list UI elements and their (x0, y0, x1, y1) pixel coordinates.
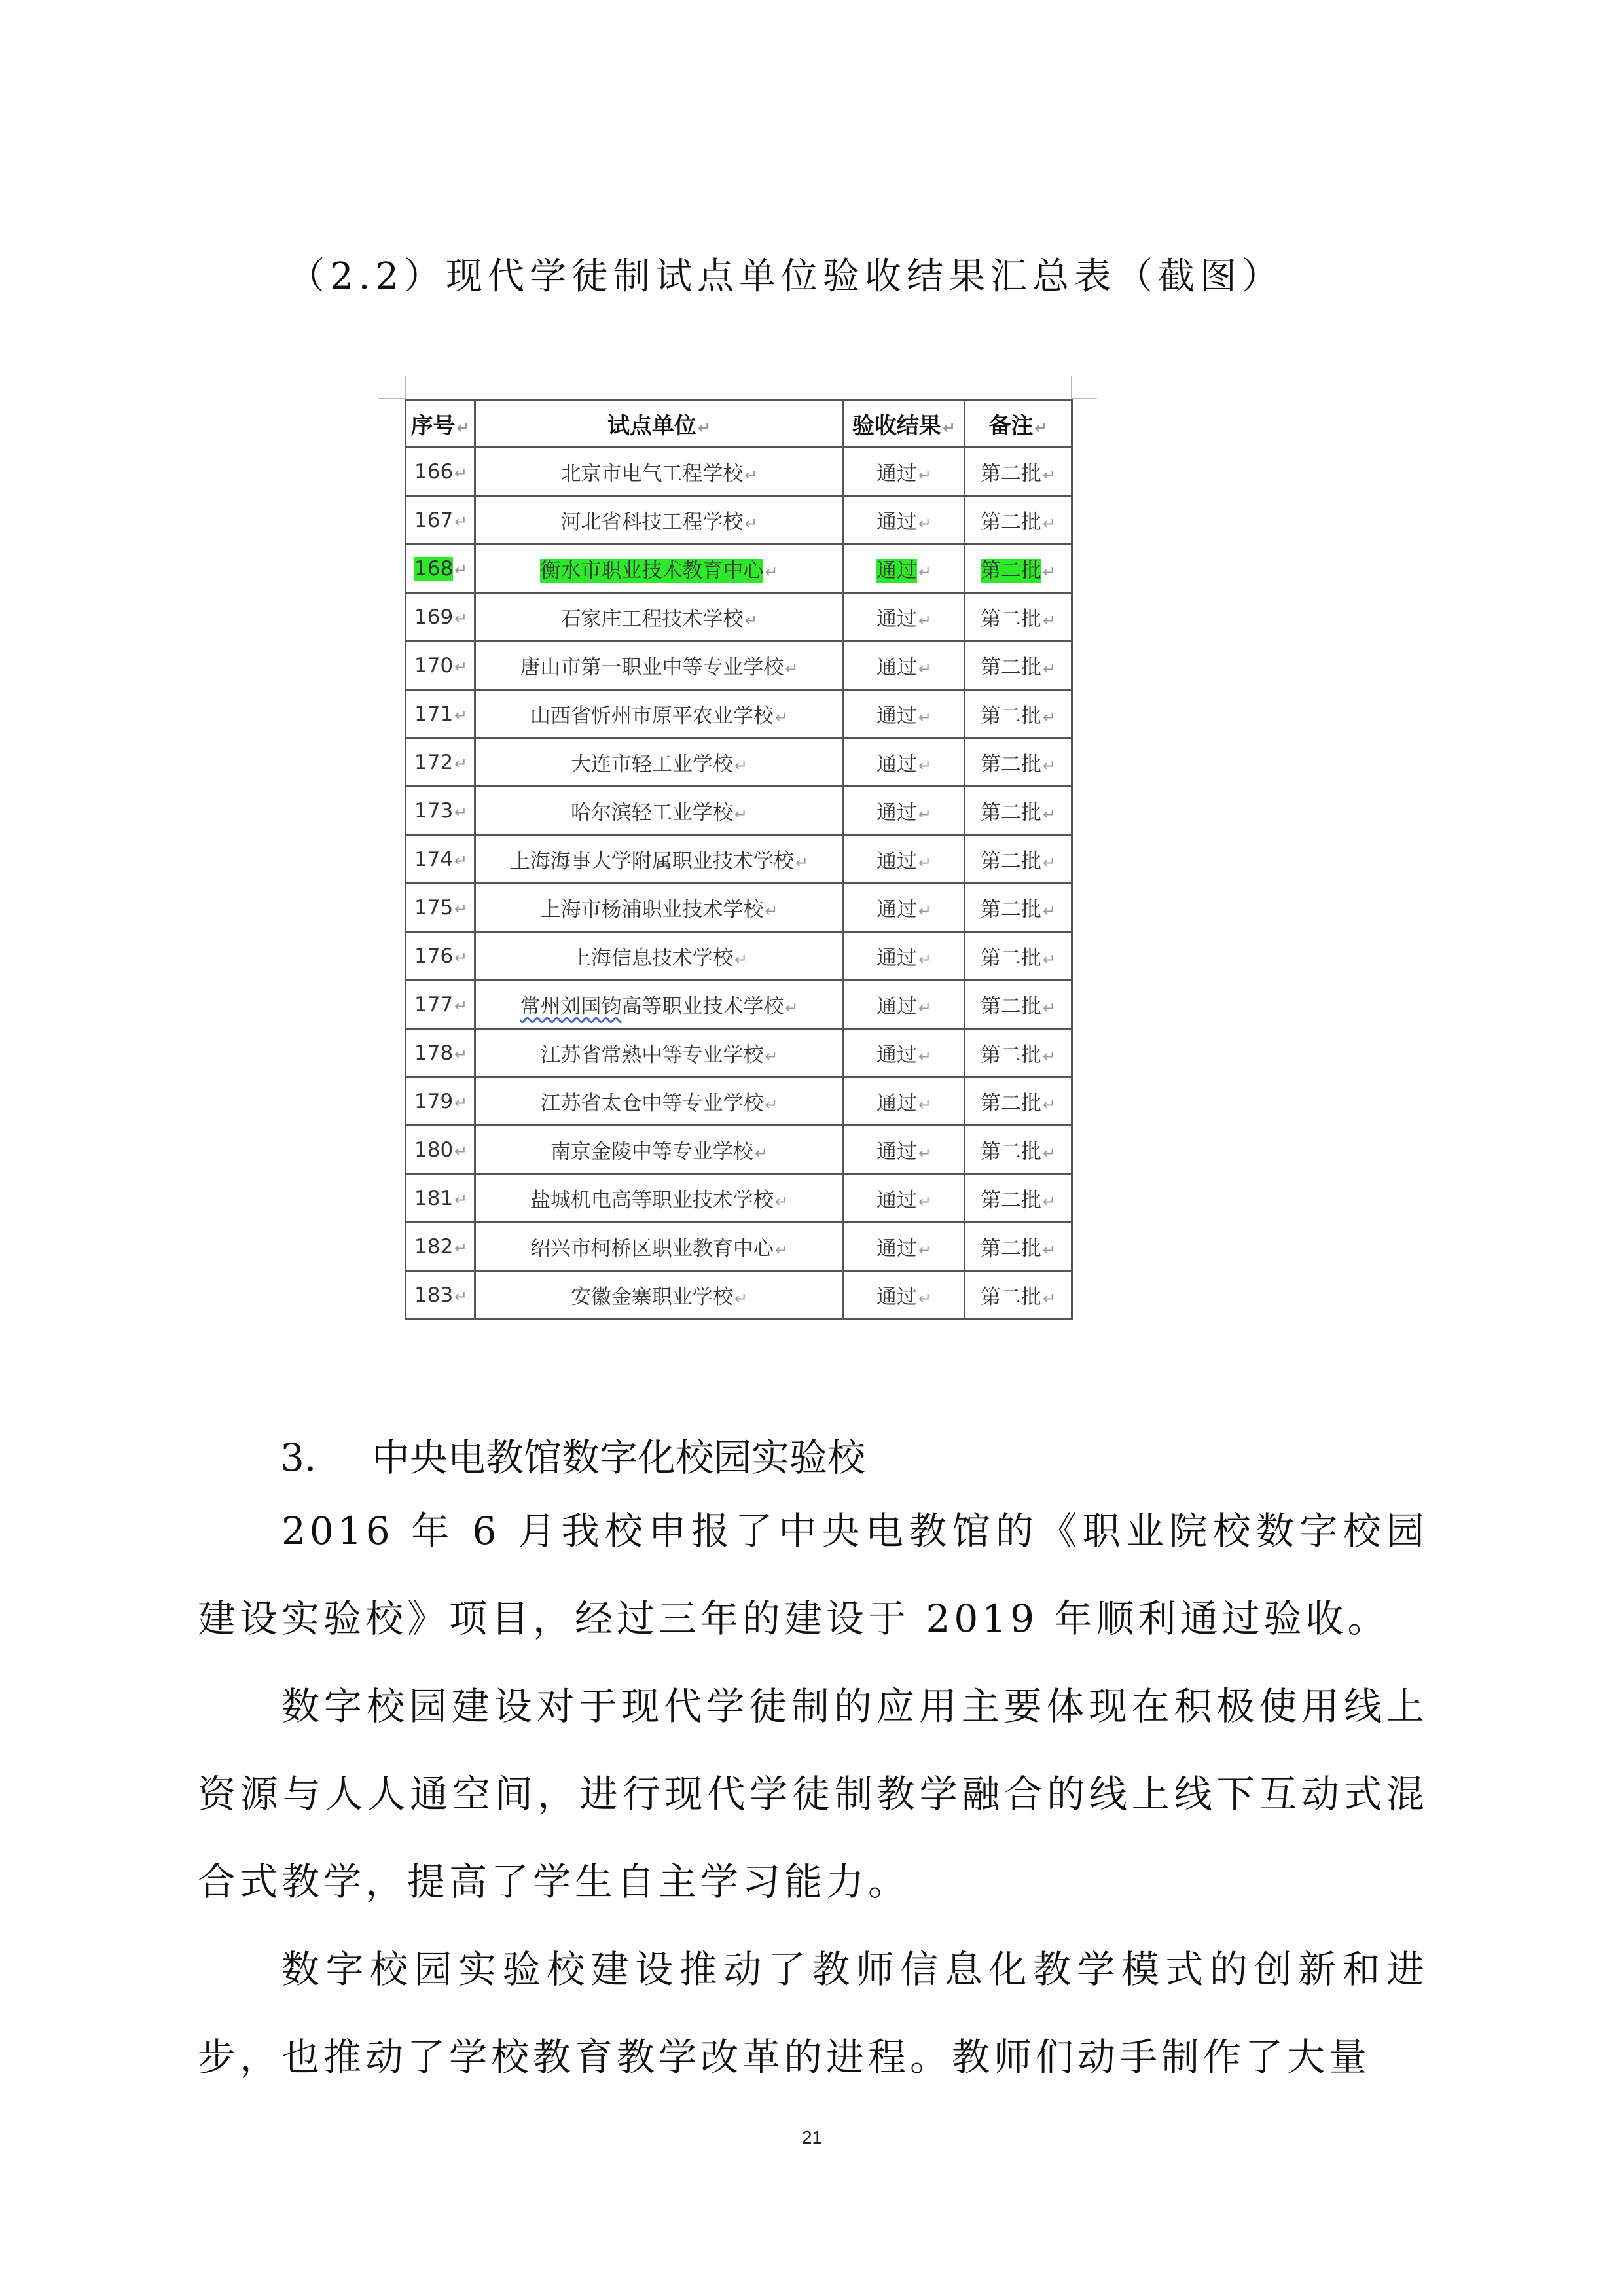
cell-number: 174↵ (406, 835, 475, 884)
table-row (406, 1223, 1072, 1271)
table-row (406, 545, 1072, 593)
cell-result: 通过↵ (844, 932, 965, 980)
cell-number: 168↵ (406, 545, 475, 593)
cell-note: 第二批↵ (965, 448, 1072, 496)
cell-result: 通过↵ (844, 1077, 965, 1126)
cell-number: 171↵ (406, 690, 475, 738)
cell-result: 通过↵ (844, 496, 965, 545)
cell-result: 通过↵ (844, 1223, 965, 1271)
cell-note: 第二批↵ (965, 835, 1072, 884)
cell-unit: 江苏省太仓中等专业学校↵ (475, 1077, 844, 1126)
section-title: 中央电教馆数字化校园实验校 (372, 1435, 866, 1480)
cell-unit: 石家庄工程技术学校↵ (475, 593, 844, 641)
cell-result: 通过↵ (844, 1126, 965, 1174)
cell-number: 175↵ (406, 884, 475, 932)
cell-number: 173↵ (406, 787, 475, 835)
cell-result: 通过↵ (844, 980, 965, 1029)
table-row (406, 1174, 1072, 1223)
cell-unit: 唐山市第一职业中等专业学校↵ (475, 641, 844, 690)
cell-number: 179↵ (406, 1077, 475, 1126)
cell-result: 通过↵ (844, 787, 965, 835)
cell-number: 180↵ (406, 1126, 475, 1174)
cell-result: 通过↵ (844, 1271, 965, 1319)
cell-unit: 安徽金寨职业学校↵ (475, 1271, 844, 1319)
body-paragraph: 数字校园实验校建设推动了教师信息化教学模式的创新和进步，也推动了学校教育教学改革的进程。教师们动手制作了大量 (198, 1947, 1428, 2079)
cell-number: 177↵ (406, 980, 475, 1029)
table-row (406, 1126, 1072, 1174)
cell-number: 182↵ (406, 1223, 475, 1271)
corner-guide-left-h (378, 398, 405, 399)
table-row (406, 496, 1072, 545)
corner-guide-left-v (405, 376, 406, 399)
table-row (406, 980, 1072, 1029)
table-screenshot (378, 376, 1105, 1378)
table-row (406, 1029, 1072, 1077)
cell-unit: 衡水市职业技术教育中心↵ (475, 545, 844, 593)
cell-note: 第二批↵ (965, 932, 1072, 980)
table-row (406, 1077, 1072, 1126)
table-row (406, 884, 1072, 932)
cell-result: 通过↵ (844, 641, 965, 690)
table-row (406, 1271, 1072, 1319)
cell-note: 第二批↵ (965, 593, 1072, 641)
cell-unit: 上海市杨浦职业技术学校↵ (475, 884, 844, 932)
cell-note: 第二批↵ (965, 1029, 1072, 1077)
cell-number: 167↵ (406, 496, 475, 545)
cell-unit: 常州刘国钧高等职业技术学校↵ (475, 980, 844, 1029)
section-number: 3. (280, 1435, 317, 1480)
cell-unit: 上海海事大学附属职业技术学校↵ (475, 835, 844, 884)
results-table (405, 399, 1073, 1320)
cell-note: 第二批↵ (965, 1271, 1072, 1319)
header-cell: 试点单位↵ (475, 400, 844, 448)
header-cell: 备注↵ (965, 400, 1072, 448)
cell-note: 第二批↵ (965, 496, 1072, 545)
table-row (406, 738, 1072, 787)
cell-number: 176↵ (406, 932, 475, 980)
cell-note: 第二批↵ (965, 690, 1072, 738)
header-cell: 序号↵ (406, 400, 475, 448)
header-cell: 验收结果↵ (844, 400, 965, 448)
cell-note: 第二批↵ (965, 787, 1072, 835)
cell-result: 通过↵ (844, 738, 965, 787)
page-number: 21 (801, 2127, 823, 2147)
cell-note: 第二批↵ (965, 641, 1072, 690)
cell-unit: 山西省忻州市原平农业学校↵ (475, 690, 844, 738)
cell-number: 166↵ (406, 448, 475, 496)
cell-note: 第二批↵ (965, 884, 1072, 932)
table-row (406, 932, 1072, 980)
cell-result: 通过↵ (844, 835, 965, 884)
cell-unit: 上海信息技术学校↵ (475, 932, 844, 980)
table-row (406, 787, 1072, 835)
body-paragraph: 数字校园建设对于现代学徒制的应用主要体现在积极使用线上资源与人人通空间，进行现代学徒制教学融合的线上线下互动式混合式教学，提高了学生自主学习能力。 (198, 1684, 1428, 1904)
cell-result: 通过↵ (844, 690, 965, 738)
section-heading (280, 1427, 865, 1482)
cell-result: 通过↵ (844, 545, 965, 593)
table-row (406, 641, 1072, 690)
table-caption: （2.2）现代学徒制试点单位验收结果汇总表（截图） (288, 255, 1284, 298)
cell-unit: 哈尔滨轻工业学校↵ (475, 787, 844, 835)
cell-note: 第二批↵ (965, 1174, 1072, 1223)
cell-result: 通过↵ (844, 1174, 965, 1223)
cell-note: 第二批↵ (965, 980, 1072, 1029)
cell-note: 第二批↵ (965, 1077, 1072, 1126)
cell-unit: 大连市轻工业学校↵ (475, 738, 844, 787)
cell-unit: 绍兴市柯桥区职业教育中心↵ (475, 1223, 844, 1271)
cell-note: 第二批↵ (965, 738, 1072, 787)
cell-number: 172↵ (406, 738, 475, 787)
cell-note: 第二批↵ (965, 1223, 1072, 1271)
table-header-row (406, 400, 1072, 448)
cell-number: 169↵ (406, 593, 475, 641)
body-paragraph: 2016 年 6 月我校申报了中央电教馆的《职业院校数字校园建设实验校》项目，经过三年的建设于 2019 年顺利通过验收。 (198, 1509, 1428, 1641)
cell-unit: 南京金陵中等专业学校↵ (475, 1126, 844, 1174)
table-row (406, 835, 1072, 884)
corner-guide-right-v (1071, 376, 1072, 399)
table-row (406, 593, 1072, 641)
cell-note: 第二批↵ (965, 545, 1072, 593)
cell-number: 170↵ (406, 641, 475, 690)
cell-unit: 江苏省常熟中等专业学校↵ (475, 1029, 844, 1077)
cell-number: 183↵ (406, 1271, 475, 1319)
cell-note: 第二批↵ (965, 1126, 1072, 1174)
table-row (406, 690, 1072, 738)
cell-unit: 北京市电气工程学校↵ (475, 448, 844, 496)
table-row (406, 448, 1072, 496)
cell-number: 178↵ (406, 1029, 475, 1077)
corner-guide-right-h (1071, 398, 1097, 399)
cell-unit: 盐城机电高等职业技术学校↵ (475, 1174, 844, 1223)
cell-result: 通过↵ (844, 1029, 965, 1077)
cell-result: 通过↵ (844, 593, 965, 641)
cell-unit: 河北省科技工程学校↵ (475, 496, 844, 545)
cell-number: 181↵ (406, 1174, 475, 1223)
cell-result: 通过↵ (844, 884, 965, 932)
cell-result: 通过↵ (844, 448, 965, 496)
